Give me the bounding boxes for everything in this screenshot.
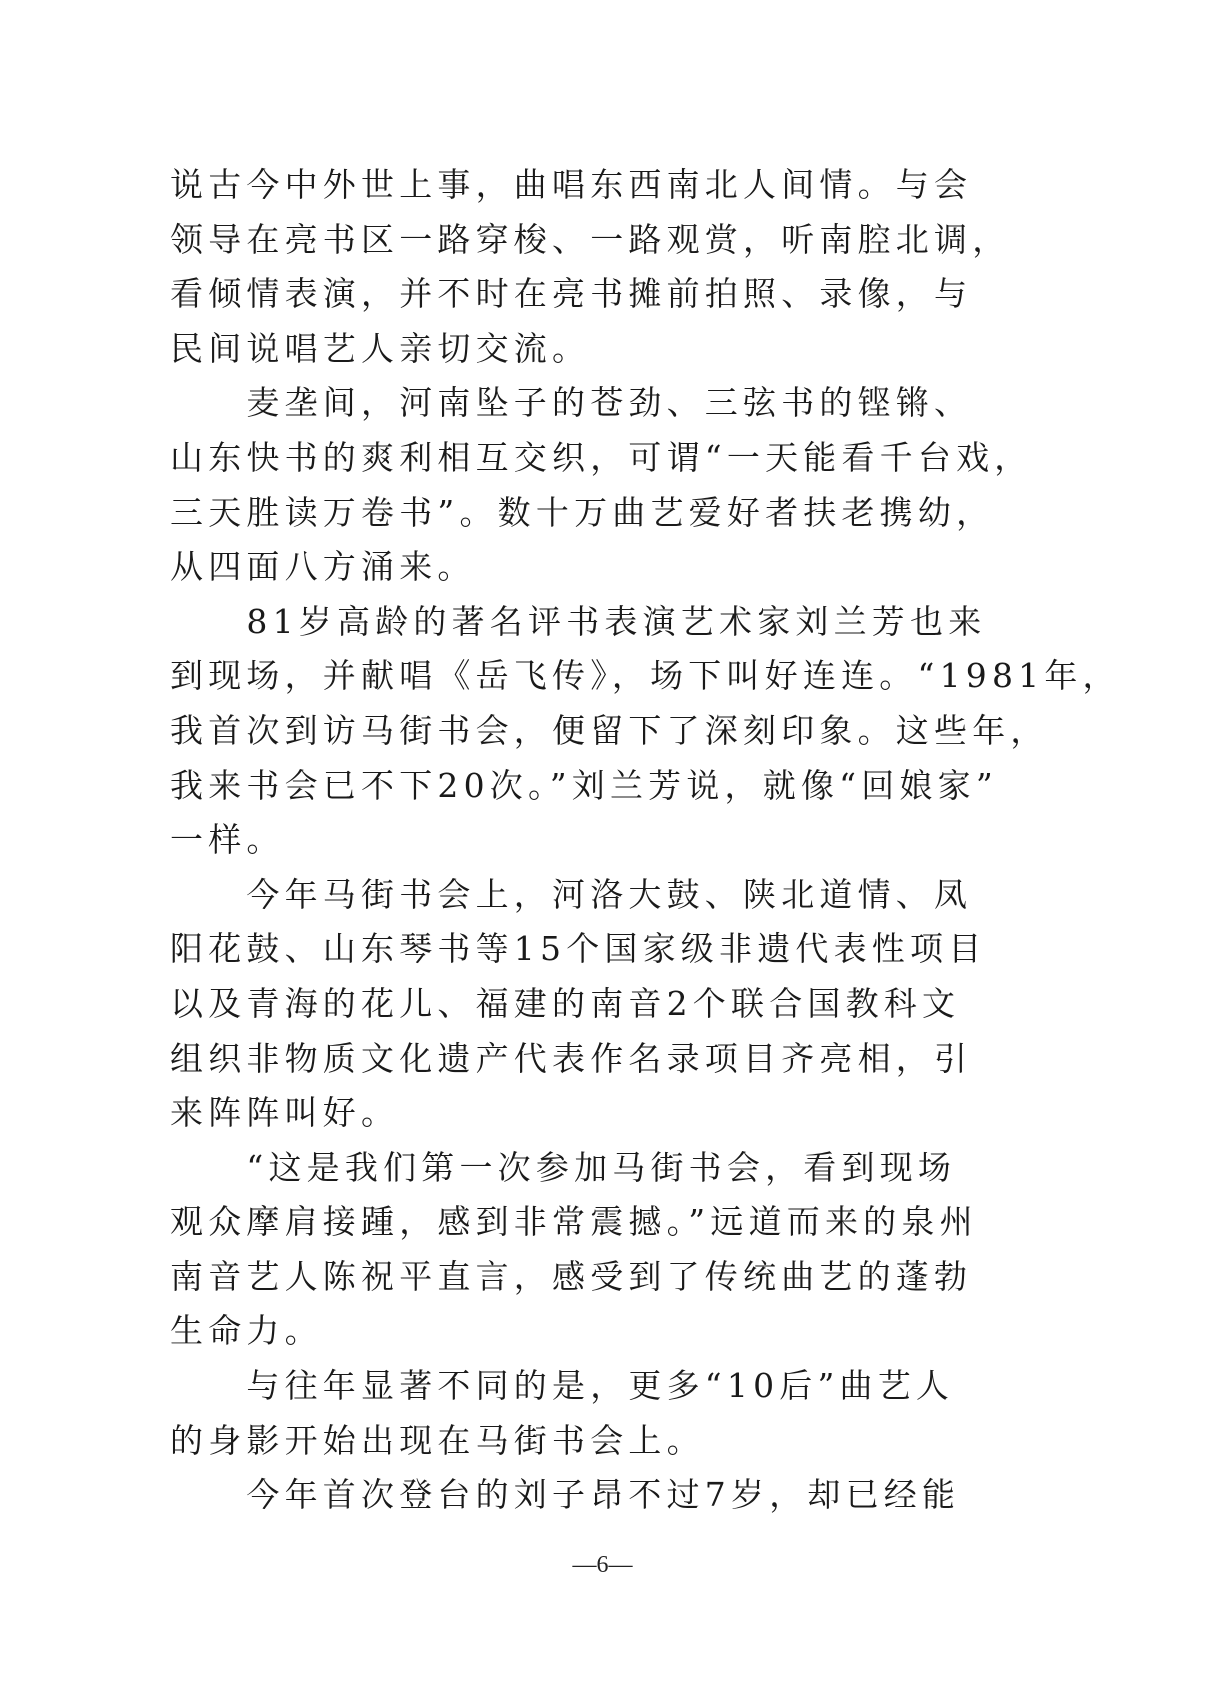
text-line: 以及青海的花儿、福建的南音2个联合国教科文	[170, 983, 961, 1023]
text-line: 说古今中外世上事，曲唱东西南北人间情。与会	[170, 165, 973, 204]
text-line: 领导在亮书区一路穿梭、一路观赏，听南腔北调，	[170, 219, 1011, 259]
text-line: 今年马街书会上，河洛大鼓、陕北道情、凤	[170, 874, 973, 914]
text-line: 阳花鼓、山东琴书等15个国家级非遗代表性项目	[170, 929, 987, 969]
text-line: 一样。	[170, 820, 285, 860]
text-line: 来阵阵叫好。	[170, 1093, 400, 1133]
text-line: 我来书会已不下20次。”刘兰芳说，就像“回娘家”	[170, 765, 998, 805]
text-line: 与往年显著不同的是，更多“10后”曲艺人	[170, 1366, 955, 1406]
text-line: 看倾情表演，并不时在亮书摊前拍照、录像，与	[170, 274, 973, 314]
text-line: 今年首次登台的刘子昂不过7岁，却已经能	[170, 1475, 961, 1515]
text-line: 的身影开始出现在马街书会上。	[170, 1420, 705, 1460]
text-line: 我首次到访马街书会，便留下了深刻印象。这些年，	[170, 710, 1049, 750]
text-line: 民间说唱艺人亲切交流。	[170, 328, 591, 368]
text-line: 麦垄间，河南坠子的苍劲、三弦书的铿锵、	[170, 383, 973, 423]
text-line: 81岁高龄的著名评书表演艺术家刘兰芳也来	[170, 601, 987, 641]
body-text	[170, 158, 1121, 1523]
text-line: 南音艺人陈祝平直言，感受到了传统曲艺的蓬勃	[170, 1256, 973, 1296]
text-line: “这是我们第一次参加马街书会，看到现场	[170, 1147, 957, 1187]
text-line: 从四面八方涌来。	[170, 547, 476, 587]
text-line: 生命力。	[170, 1311, 323, 1351]
text-line: 观众摩肩接踵，感到非常震撼。”远道而来的泉州	[170, 1202, 978, 1242]
page-number: —6—	[572, 1552, 633, 1578]
text-line: 组织非物质文化遗产代表作名录项目齐亮相，引	[170, 1038, 973, 1078]
text-line: 山东快书的爽利相互交织，可谓“一天能看千台戏，	[170, 437, 1033, 477]
text-line: 到现场，并献唱《岳飞传》，场下叫好连连。“1981年，	[170, 656, 1121, 696]
text-line: 三天胜读万卷书”。数十万曲艺爱好者扶老携幼，	[170, 492, 995, 532]
